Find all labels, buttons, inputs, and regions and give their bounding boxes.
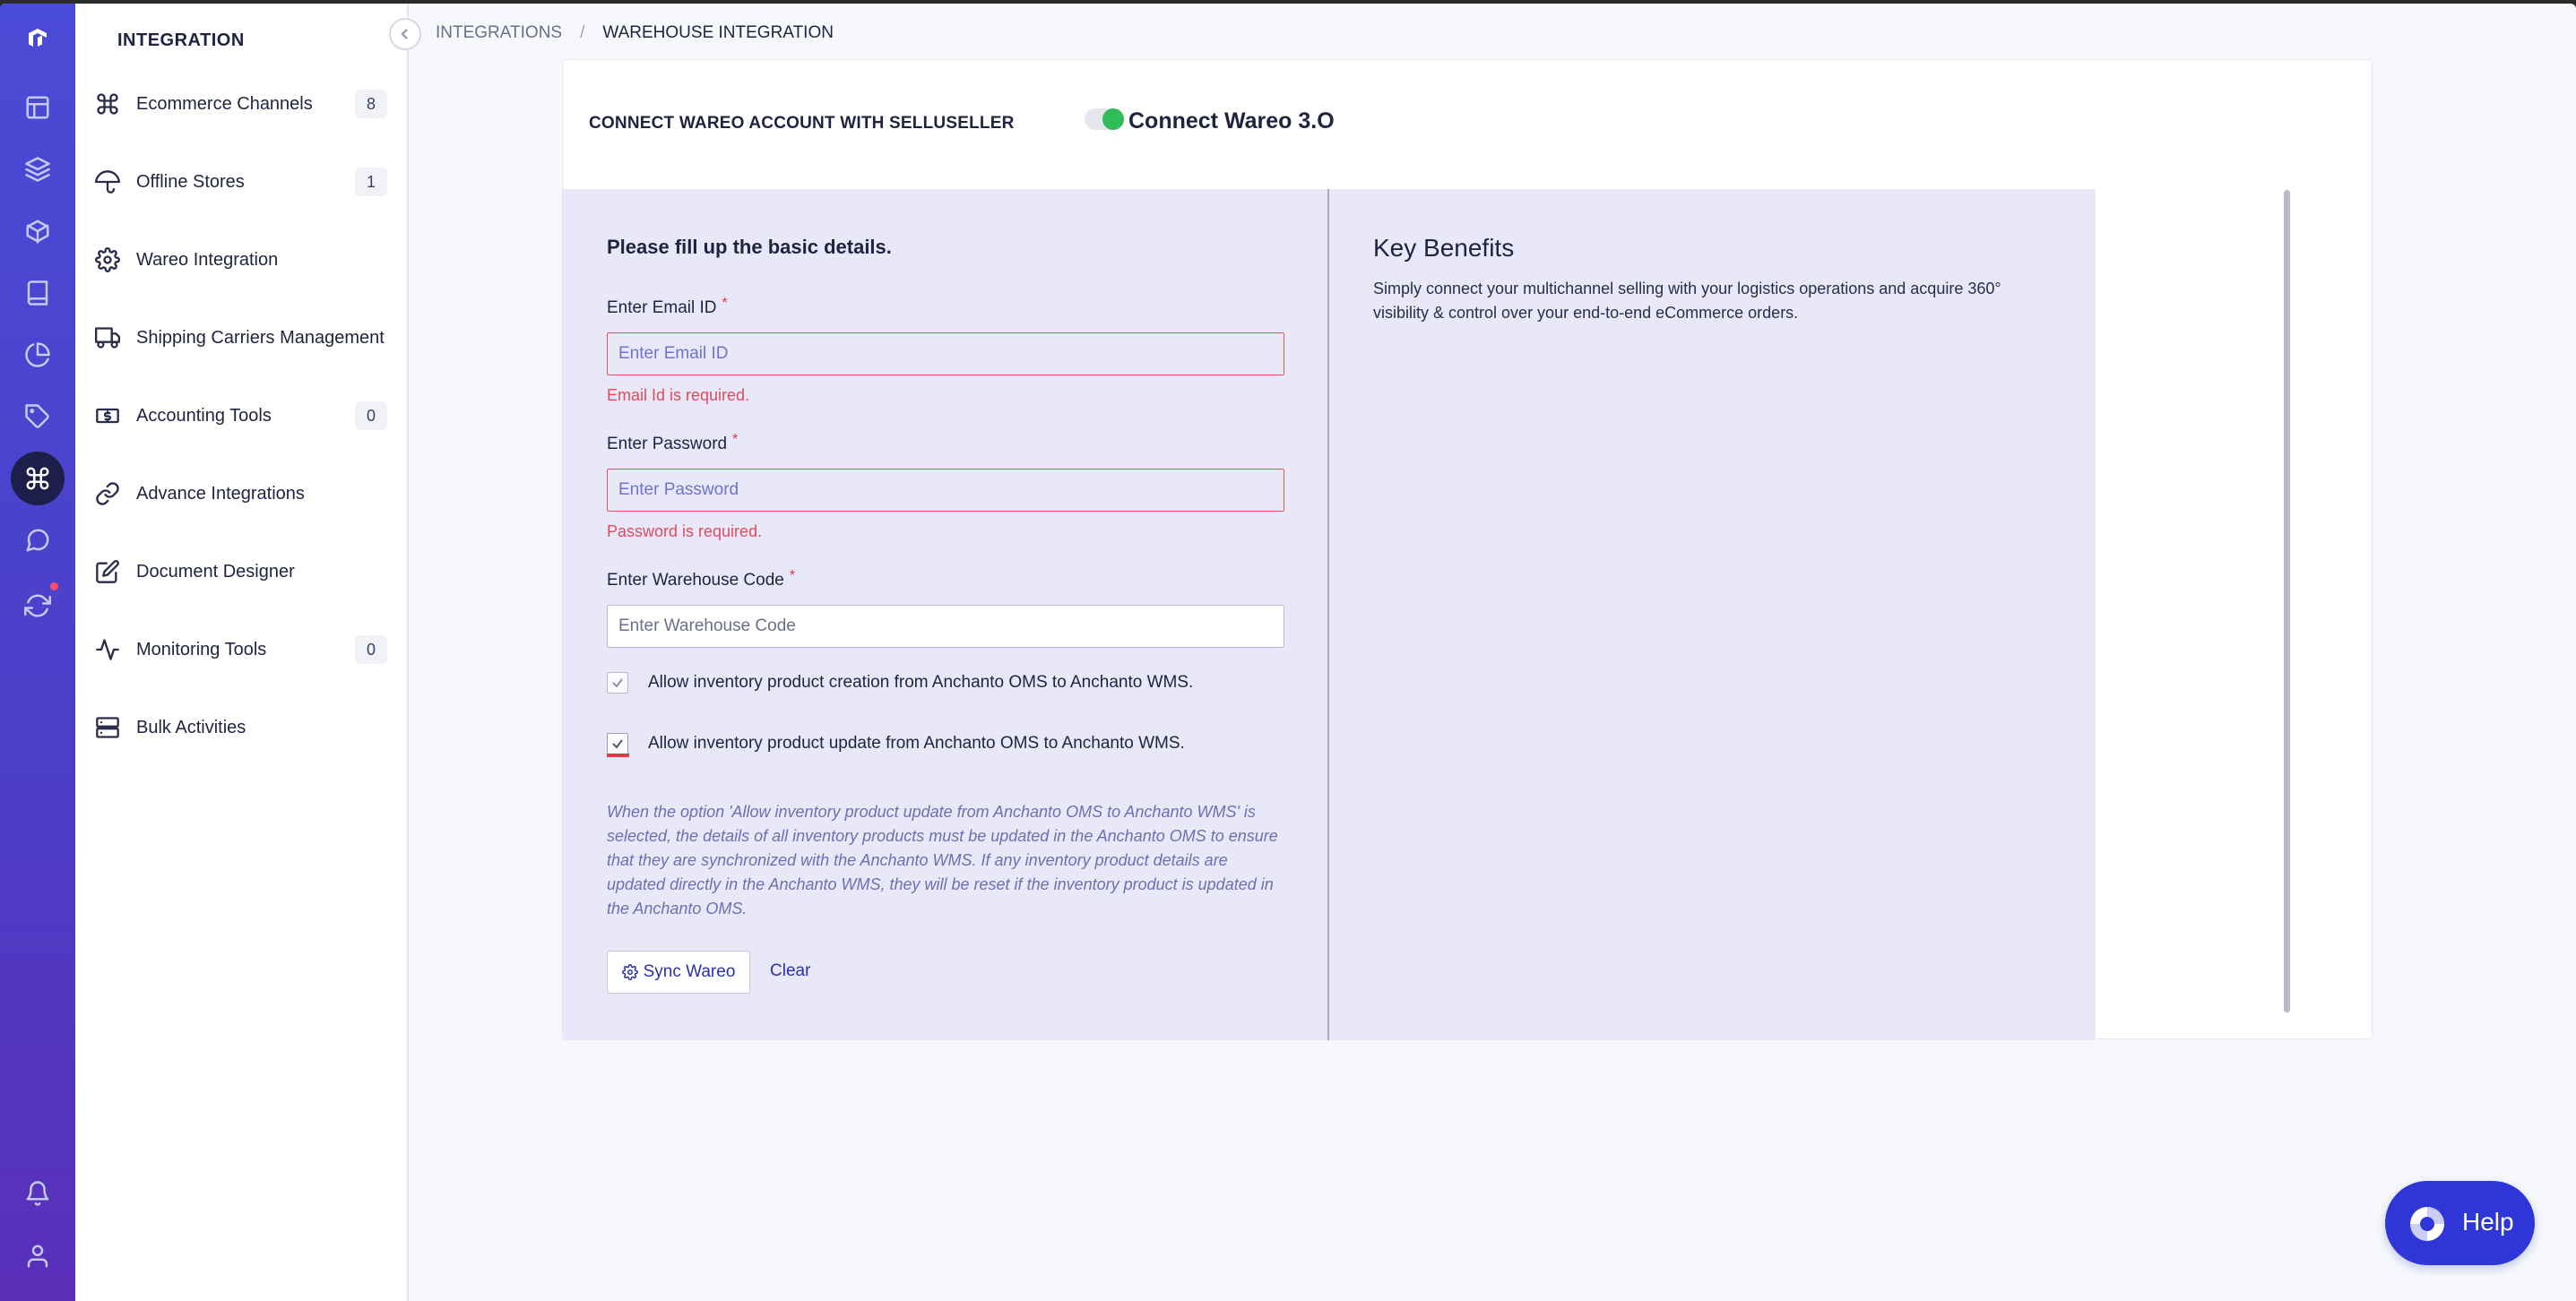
count-badge: 1 bbox=[355, 168, 387, 196]
card-scrollbar[interactable] bbox=[2284, 190, 2290, 1012]
wareo-connect-card bbox=[562, 59, 2373, 1039]
sidebar-item-accounting-tools[interactable] bbox=[75, 389, 409, 443]
email-input[interactable] bbox=[607, 332, 1284, 375]
help-label: Help bbox=[2462, 1208, 2514, 1236]
check-icon bbox=[610, 737, 625, 751]
sync-note: When the option 'Allow inventory product update from Anchanto OMS to Anchanto WMS' is selected, the details of all inventory products must be updated in the Anchanto OMS to ensure that they are synchronized with the Anchanto WMS. If any inventory product details are updated directly in the Anchanto WMS, they will be reset if the inventory product is updated in the Anchanto OMS. bbox=[607, 803, 1278, 918]
gear-icon bbox=[622, 964, 638, 980]
sidebar-item-label: Monitoring Tools bbox=[136, 639, 267, 659]
box-icon[interactable] bbox=[20, 213, 56, 249]
activity-icon bbox=[95, 637, 120, 662]
allow-update-label: Allow inventory product update from Anchanto OMS to Anchanto WMS. bbox=[648, 734, 1185, 753]
layers-icon[interactable] bbox=[20, 151, 56, 187]
sidebar-item-advance-integrations[interactable] bbox=[75, 467, 409, 521]
breadcrumb-integrations-link[interactable]: INTEGRATIONS bbox=[436, 23, 563, 42]
pie-chart-icon[interactable] bbox=[20, 337, 56, 373]
password-input[interactable] bbox=[607, 469, 1284, 512]
allow-update-row bbox=[607, 730, 1185, 757]
warehouse-code-input[interactable] bbox=[607, 605, 1284, 648]
details-form-panel bbox=[563, 189, 1329, 1040]
password-label: Enter Password * bbox=[607, 432, 739, 453]
email-label: Enter Email ID * bbox=[607, 296, 728, 317]
dollar-icon bbox=[95, 403, 120, 428]
allow-creation-row bbox=[607, 669, 1193, 696]
icon-rail bbox=[0, 4, 75, 1301]
logo-icon[interactable] bbox=[20, 20, 56, 56]
sidebar-item-monitoring-tools[interactable] bbox=[75, 623, 409, 676]
edit-icon bbox=[95, 559, 120, 584]
sync-icon[interactable] bbox=[20, 588, 56, 624]
connect-wareo-label: Connect Wareo 3.O bbox=[1128, 108, 1335, 134]
sidebar-item-label: Shipping Carriers Management bbox=[136, 327, 385, 348]
key-benefits-panel bbox=[1329, 189, 2096, 1040]
notification-dot bbox=[50, 582, 58, 590]
clear-button[interactable]: Clear bbox=[770, 961, 811, 980]
app-window bbox=[0, 4, 2576, 1301]
link-icon bbox=[95, 481, 120, 506]
sidebar-item-label: Offline Stores bbox=[136, 171, 245, 192]
form-title: Please fill up the basic details. bbox=[607, 236, 892, 258]
sidebar-item-label: Wareo Integration bbox=[136, 249, 279, 270]
tag-icon[interactable] bbox=[20, 399, 56, 435]
connect-account-label: CONNECT WAREO ACCOUNT WITH SELLUSELLER bbox=[589, 114, 1015, 133]
check-icon bbox=[610, 676, 625, 690]
card-header bbox=[563, 60, 2373, 189]
count-badge: 0 bbox=[355, 401, 387, 430]
sync-wareo-label: Sync Wareo bbox=[643, 962, 736, 981]
umbrella-icon bbox=[95, 169, 120, 194]
allow-creation-label: Allow inventory product creation from Anchanto OMS to Anchanto WMS. bbox=[648, 673, 1194, 692]
sidebar-item-document-designer[interactable] bbox=[75, 545, 409, 599]
integration-sidebar bbox=[75, 4, 409, 1301]
sidebar-item-ecommerce-channels[interactable] bbox=[75, 77, 409, 131]
help-button[interactable] bbox=[2385, 1181, 2535, 1265]
command-icon[interactable] bbox=[11, 452, 65, 505]
collapse-sidebar-button[interactable] bbox=[389, 18, 421, 50]
warehouse-code-label: Enter Warehouse Code * bbox=[607, 568, 796, 590]
sync-wareo-button[interactable] bbox=[607, 951, 750, 994]
sidebar-item-label: Ecommerce Channels bbox=[136, 93, 313, 114]
lifebuoy-icon bbox=[2407, 1204, 2447, 1244]
sidebar-item-bulk-activities[interactable] bbox=[75, 701, 409, 754]
sidebar-item-offline-stores[interactable] bbox=[75, 155, 409, 209]
connect-wareo-toggle[interactable] bbox=[1085, 108, 1124, 130]
gear-icon bbox=[95, 247, 120, 272]
password-error: Password is required. bbox=[607, 522, 763, 540]
sidebar-item-label: Accounting Tools bbox=[136, 405, 272, 426]
breadcrumb-current: WAREHOUSE INTEGRATION bbox=[602, 23, 834, 42]
sidebar-item-shipping-carriers[interactable] bbox=[75, 311, 409, 365]
count-badge: 8 bbox=[355, 90, 387, 118]
command-icon bbox=[95, 91, 120, 116]
sidebar-title: INTEGRATION bbox=[117, 30, 245, 50]
bell-icon[interactable] bbox=[20, 1176, 56, 1211]
server-icon bbox=[95, 715, 120, 740]
chat-icon[interactable] bbox=[20, 522, 56, 558]
allow-update-checkbox[interactable] bbox=[607, 733, 628, 754]
sidebar-item-label: Bulk Activities bbox=[136, 717, 246, 737]
allow-creation-checkbox[interactable] bbox=[607, 672, 628, 694]
sidebar-item-label: Advance Integrations bbox=[136, 483, 305, 504]
toggle-knob bbox=[1102, 108, 1124, 130]
count-badge: 0 bbox=[355, 635, 387, 664]
breadcrumb-separator: / bbox=[580, 23, 585, 42]
truck-icon bbox=[95, 325, 120, 350]
breadcrumb bbox=[436, 23, 834, 43]
sidebar-item-label: Document Designer bbox=[136, 561, 295, 582]
key-benefits-text: Simply connect your multichannel selling with your logistics operations and acquire 360° visibility & control over your end-to-end eCommerce orders. bbox=[1373, 280, 2001, 322]
sidebar-item-wareo-integration[interactable] bbox=[75, 233, 409, 287]
key-benefits-title: Key Benefits bbox=[1373, 234, 1515, 262]
chevron-left-icon bbox=[398, 27, 412, 41]
book-icon[interactable] bbox=[20, 275, 56, 311]
email-error: Email Id is required. bbox=[607, 386, 750, 404]
user-icon[interactable] bbox=[20, 1238, 56, 1274]
layout-icon[interactable] bbox=[20, 90, 56, 125]
